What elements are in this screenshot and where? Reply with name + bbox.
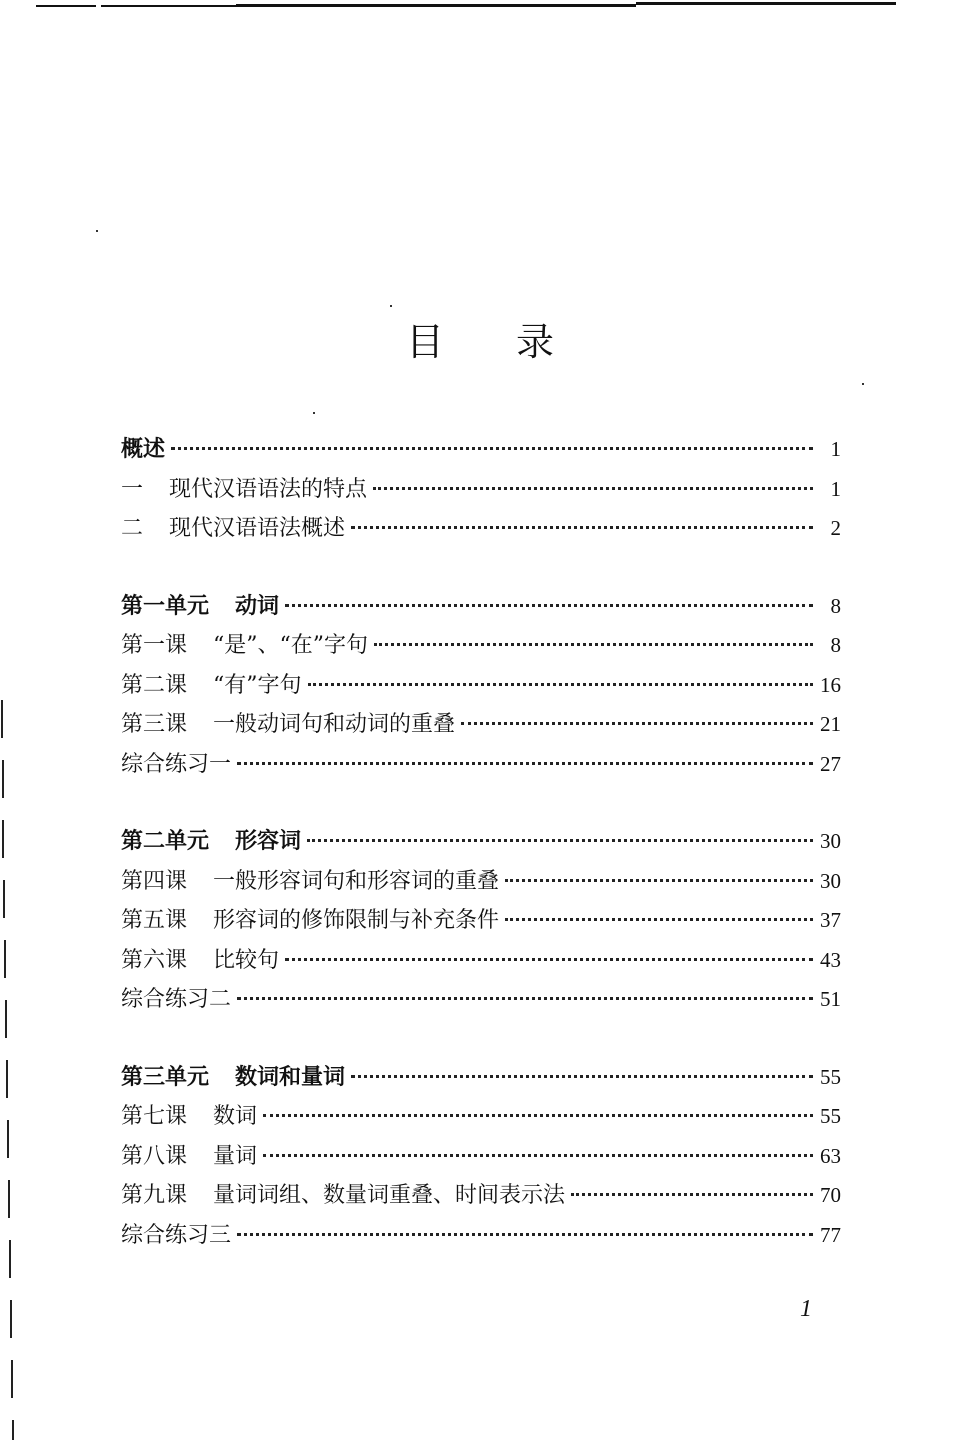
- dot-leader: [171, 425, 813, 450]
- dot-leader: [285, 582, 813, 607]
- toc-page-number: 27: [820, 751, 841, 776]
- toc-entry-prefix: 第九课: [121, 1183, 188, 1208]
- toc-entry[interactable]: [121, 509, 841, 549]
- dot-leader: [308, 661, 813, 686]
- dot-leader: [263, 1132, 813, 1157]
- toc-entry-prefix: 综合练习一: [121, 751, 232, 777]
- toc-page-number: 1: [830, 437, 841, 461]
- toc-page-number: 1: [830, 476, 841, 501]
- toc-page-number: 55: [820, 1064, 841, 1089]
- toc-section: [121, 587, 841, 785]
- scan-speck: [390, 305, 392, 307]
- toc-entry-label: [121, 666, 302, 706]
- toc-entry-label: [121, 1216, 231, 1256]
- toc-entry-prefix: 概述: [121, 436, 166, 462]
- toc-section: [121, 1058, 841, 1256]
- toc-entry-prefix: 第五课: [121, 908, 188, 933]
- toc-entry-title: 一般动词句和动词的重叠: [213, 712, 456, 737]
- toc-page-number: 8: [830, 593, 841, 618]
- toc-entry-title: 数词: [213, 1104, 258, 1129]
- toc-entry-label: [121, 587, 279, 627]
- scan-top-edge: [36, 2, 936, 7]
- toc-page-number: 51: [820, 987, 841, 1011]
- table-of-contents: [121, 430, 841, 1293]
- dot-leader: [374, 621, 813, 646]
- toc-entry-prefix: 综合练习二: [121, 987, 232, 1012]
- scan-speck: [862, 383, 864, 385]
- toc-entry-label: [121, 430, 165, 470]
- dot-leader: [237, 975, 813, 1000]
- toc-entry-prefix: 第三课: [121, 712, 188, 737]
- dot-leader: [505, 857, 813, 882]
- toc-page-number: 30: [820, 829, 841, 853]
- toc-section: [121, 430, 841, 549]
- toc-entry-prefix: 二: [121, 516, 144, 541]
- toc-entry-prefix: 一: [121, 476, 144, 502]
- toc-entry[interactable]: [121, 980, 841, 1020]
- dot-leader: [237, 740, 813, 765]
- dot-leader: [373, 465, 813, 490]
- toc-entry-title: 现代汉语语法的特点: [169, 476, 368, 502]
- toc-entry-prefix: 第四课: [121, 868, 188, 894]
- toc-entry-label: [121, 470, 367, 510]
- toc-entry-label: [121, 509, 345, 549]
- toc-entry-title: 一般形容词句和形容词的重叠: [213, 868, 500, 894]
- toc-page-number: 63: [820, 1143, 841, 1168]
- toc-entry-title: 动词: [235, 592, 280, 619]
- toc-page-number: 37: [820, 908, 841, 932]
- toc-entry-prefix: 第三单元: [121, 1063, 210, 1090]
- scan-speck: [313, 412, 315, 414]
- toc-entry-title: 形容词: [235, 828, 302, 854]
- toc-entry-prefix: 第二单元: [121, 828, 210, 854]
- dot-leader: [307, 817, 813, 842]
- binding-edge-marks: [0, 700, 20, 1440]
- dot-leader: [571, 1171, 813, 1196]
- page-title: [0, 311, 960, 366]
- toc-entry-title: 量词: [213, 1143, 258, 1169]
- scan-speck: [96, 230, 98, 232]
- dot-leader: [285, 936, 813, 961]
- title-char-2: 录: [516, 320, 555, 365]
- toc-entry-title: “有”字句: [213, 672, 302, 698]
- toc-entry-title: 比较句: [213, 947, 280, 973]
- dot-leader: [505, 896, 813, 921]
- toc-page-number: 43: [820, 947, 841, 972]
- toc-page-number: 55: [820, 1104, 841, 1128]
- toc-entry-prefix: 综合练习三: [121, 1222, 232, 1248]
- toc-section: [121, 822, 841, 1020]
- title-char-1: 目: [405, 320, 444, 365]
- toc-page-number: 77: [820, 1222, 841, 1247]
- toc-entry-title: 形容词的修饰限制与补充条件: [213, 908, 500, 933]
- toc-page-number: 70: [820, 1183, 841, 1207]
- toc-entry[interactable]: [121, 745, 841, 785]
- toc-entry[interactable]: [121, 1216, 841, 1256]
- toc-entry-title: 量词词组、数量词重叠、时间表示法: [213, 1183, 566, 1208]
- toc-page-number: 21: [820, 712, 841, 736]
- toc-entry-prefix: 第六课: [121, 947, 188, 973]
- toc-entry-title: 现代汉语语法概述: [169, 516, 346, 541]
- toc-page-number: 2: [830, 516, 841, 540]
- toc-page-number: 8: [830, 633, 841, 657]
- dot-leader: [351, 504, 813, 529]
- toc-entry-prefix: 第一课: [121, 633, 188, 658]
- toc-entry-title: 数词和量词: [235, 1063, 346, 1090]
- toc-page-number: 30: [820, 868, 841, 893]
- toc-entry-label: [121, 980, 231, 1020]
- toc-entry-prefix: 第一单元: [121, 592, 210, 619]
- toc-entry-label: [121, 745, 231, 785]
- dot-leader: [461, 700, 813, 725]
- dot-leader: [263, 1092, 813, 1117]
- toc-entry-prefix: 第七课: [121, 1104, 188, 1129]
- dot-leader: [237, 1211, 813, 1236]
- toc-entry-label: [121, 1137, 257, 1177]
- toc-entry-label: [121, 862, 499, 902]
- toc-entry-prefix: 第八课: [121, 1143, 188, 1169]
- toc-page-number: 16: [820, 672, 841, 697]
- toc-entry-prefix: 第二课: [121, 672, 188, 698]
- toc-entry-label: [121, 1097, 257, 1137]
- toc-entry-title: “是”、“在”字句: [213, 633, 369, 658]
- dot-leader: [351, 1053, 813, 1078]
- page-number: 1: [800, 1296, 812, 1322]
- toc-entry-label: [121, 822, 301, 862]
